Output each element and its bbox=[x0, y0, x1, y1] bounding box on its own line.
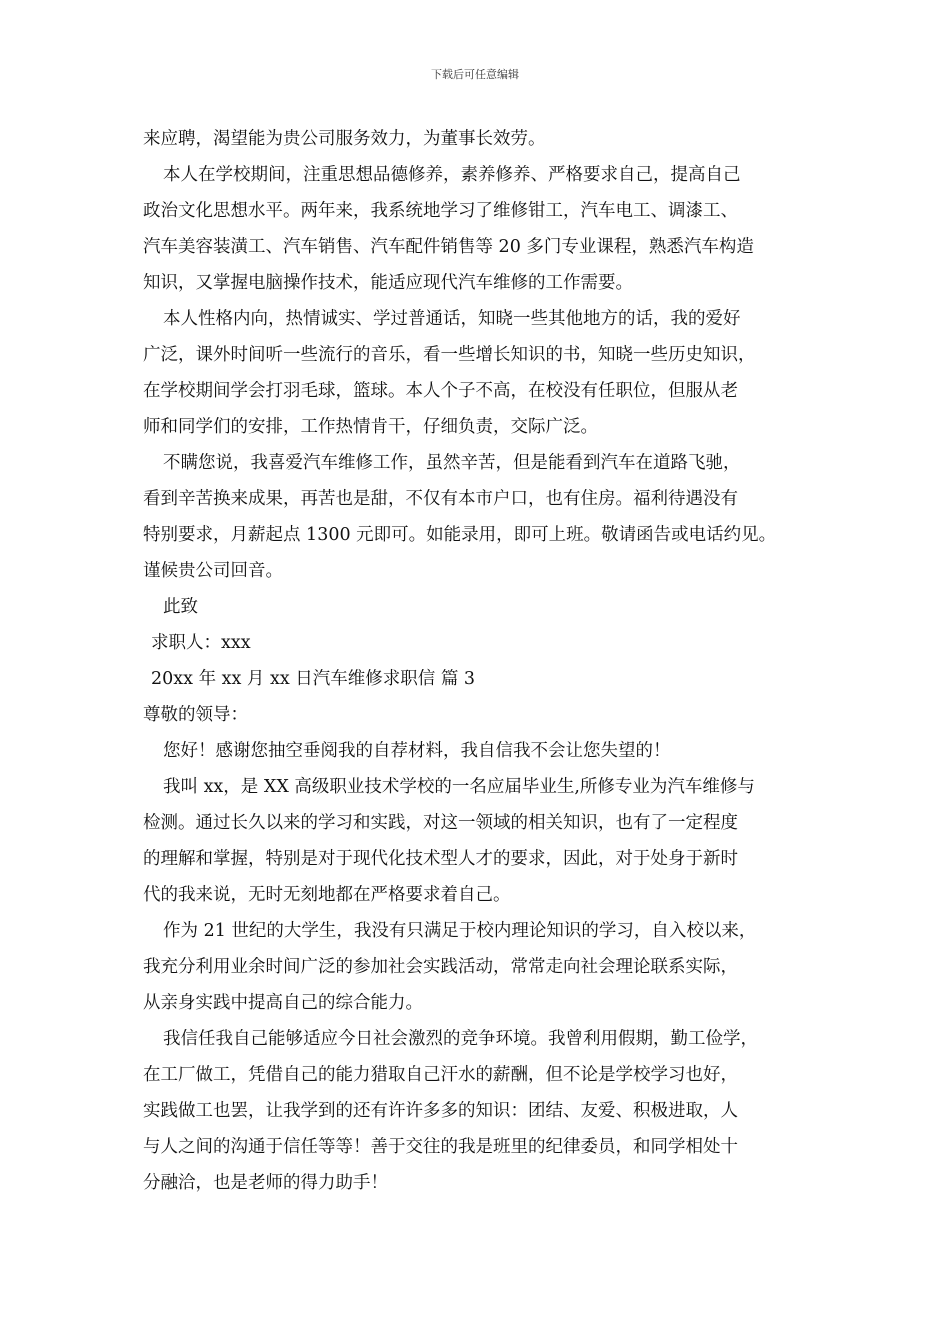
text-line: 看到辛苦换来成果，再苦也是甜，不仅有本市户口，也有住房。福利待遇没有 bbox=[143, 489, 738, 509]
letter-body bbox=[143, 121, 815, 1201]
text-line: 与人之间的沟通于信任等等！善于交往的我是班里的纪律委员，和同学相处十 bbox=[143, 1137, 738, 1157]
text-line: 尊敬的领导： bbox=[143, 705, 248, 725]
text-line: 检测。通过长久以来的学习和实践，对这一领域的相关知识，也有了一定程度 bbox=[143, 813, 738, 833]
text-line: 来应聘，渴望能为贵公司服务效力，为董事长效劳。 bbox=[143, 129, 546, 149]
text-line: 本人在学校期间，注重思想品德修养，素养修养、严格要求自己，提高自己 bbox=[163, 165, 741, 185]
text-line: 分融洽，也是老师的得力助手！ bbox=[143, 1173, 388, 1193]
text-line: 在学校期间学会打羽毛球，篮球。本人个子不高，在校没有任职位，但服从老 bbox=[143, 381, 738, 401]
header-note: 下载后可任意编辑 bbox=[431, 68, 519, 81]
text-line: 代的我来说，无时无刻地都在严格要求着自己。 bbox=[143, 885, 511, 905]
text-line: 师和同学们的安排，工作热情肯干，仔细负责，交际广泛。 bbox=[143, 417, 598, 437]
text-line: 本人性格内向，热情诚实、学过普通话，知晓一些其他地方的话，我的爱好 bbox=[163, 309, 741, 329]
text-line: 作为 21 世纪的大学生，我没有只满足于校内理论知识的学习，自入校以来， bbox=[163, 921, 757, 941]
text-line: 我充分利用业余时间广泛的参加社会实践活动，常常走向社会理论联系实际， bbox=[143, 957, 738, 977]
text-line: 20xx 年 xx 月 xx 日汽车维修求职信 篇 3 bbox=[151, 669, 476, 689]
text-line: 特别要求，月薪起点 1300 元即可。如能录用，即可上班。敬请函告或电话约见。 bbox=[143, 525, 777, 545]
text-line: 在工厂做工，凭借自己的能力猎取自己汗水的薪酬，但不论是学校学习也好， bbox=[143, 1065, 738, 1085]
text-line: 从亲身实践中提高自己的综合能力。 bbox=[143, 993, 423, 1013]
text-line: 广泛，课外时间听一些流行的音乐，看一些增长知识的书，知晓一些历史知识， bbox=[143, 345, 756, 365]
text-line: 不瞒您说，我喜爱汽车维修工作，虽然辛苦，但是能看到汽车在道路飞驰， bbox=[163, 453, 741, 473]
text-line: 我信任我自己能够适应今日社会激烈的竞争环境。我曾利用假期，勤工俭学， bbox=[163, 1029, 758, 1049]
text-line: 知识，又掌握电脑操作技术，能适应现代汽车维修的工作需要。 bbox=[143, 273, 633, 293]
text-line: 谨候贵公司回音。 bbox=[143, 561, 283, 581]
text-line: 实践做工也罢，让我学到的还有许许多多的知识：团结、友爱、积极进取，人 bbox=[143, 1101, 738, 1121]
text-line: 我叫 xx，是 XX 高级职业技术学校的一名应届毕业生,所修专业为汽车维修与 bbox=[163, 777, 755, 797]
text-line: 的理解和掌握，特别是对于现代化技术型人才的要求，因此，对于处身于新时 bbox=[143, 849, 738, 869]
text-line: 您好！感谢您抽空垂阅我的自荐材料，我自信我不会让您失望的！ bbox=[163, 741, 671, 761]
text-line: 求职人：xxx bbox=[151, 633, 251, 653]
text-line: 汽车美容装潢工、汽车销售、汽车配件销售等 20 多门专业课程，熟悉汽车构造 bbox=[143, 237, 754, 257]
text-line: 政治文化思想水平。两年来，我系统地学习了维修钳工，汽车电工、调漆工、 bbox=[143, 201, 738, 221]
text-line: 此致 bbox=[163, 597, 198, 617]
